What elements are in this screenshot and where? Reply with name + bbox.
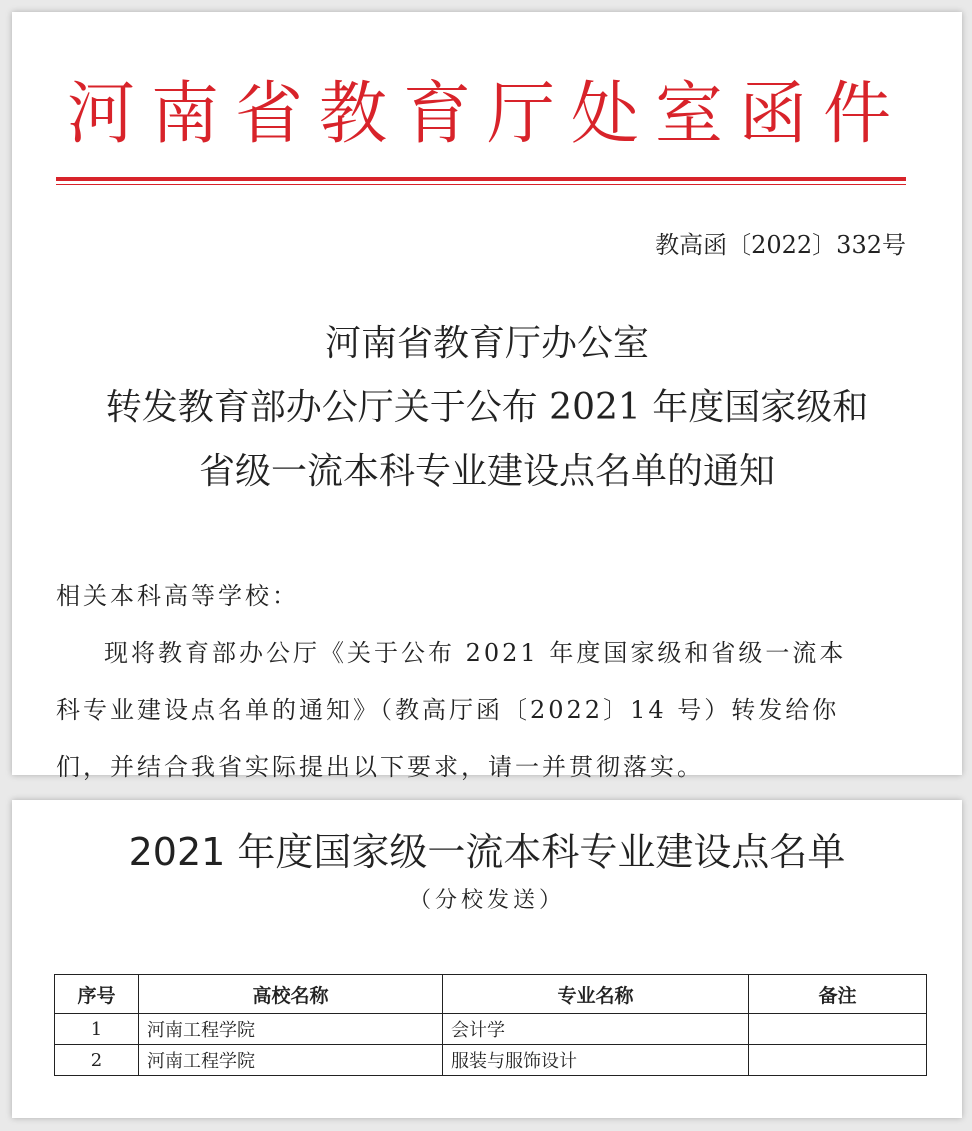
header-university: 高校名称 [139,975,443,1014]
attachment-page [12,800,962,1118]
attachment-title: 2021 年度国家级一流本科专业建设点名单 [128,830,846,874]
table-row [55,1045,927,1076]
majors-table [54,974,927,1076]
letterhead-red-rule-thin [56,184,906,185]
attachment-subtitle: （分校发送） [408,888,565,913]
document-subject [12,312,962,504]
header-index: 序号 [55,975,139,1014]
letterhead-red-rule [56,177,906,181]
cell-university: 河南工程学院 [139,1045,443,1076]
letterhead-title: 河南省教育厅处室函件 [66,75,907,154]
letter-body [56,568,906,796]
cell-major: 服装与服饰设计 [443,1045,749,1076]
table-header-row [55,975,927,1014]
salutation: 相关本科高等学校： [56,582,299,610]
cell-major: 会计学 [443,1014,749,1045]
cell-remarks [749,1014,927,1045]
cell-remarks [749,1045,927,1076]
document-number: 教高函〔2022〕332号 [655,231,906,259]
cell-university: 河南工程学院 [139,1014,443,1045]
letter-page [12,12,962,781]
cell-index: 1 [55,1014,139,1045]
table-row [55,1014,927,1045]
body-line-2: 科专业建设点名单的通知》（教高厅函〔2022〕14 号）转发给你 [56,696,840,724]
header-remarks: 备注 [749,975,927,1014]
body-line-1: 现将教育部办公厅《关于公布 2021 年度国家级和省级一流本 [104,639,847,667]
header-major: 专业名称 [443,975,749,1014]
subject-line-1: 河南省教育厅办公室 [324,323,649,364]
subject-line-3: 省级一流本科专业建设点名单的通知 [198,451,775,492]
subject-line-2: 转发教育部办公厅关于公布 2021 年度国家级和 [105,387,869,428]
cell-index: 2 [55,1045,139,1076]
body-line-3: 们，并结合我省实际提出以下要求，请一并贯彻落实。 [56,753,704,781]
